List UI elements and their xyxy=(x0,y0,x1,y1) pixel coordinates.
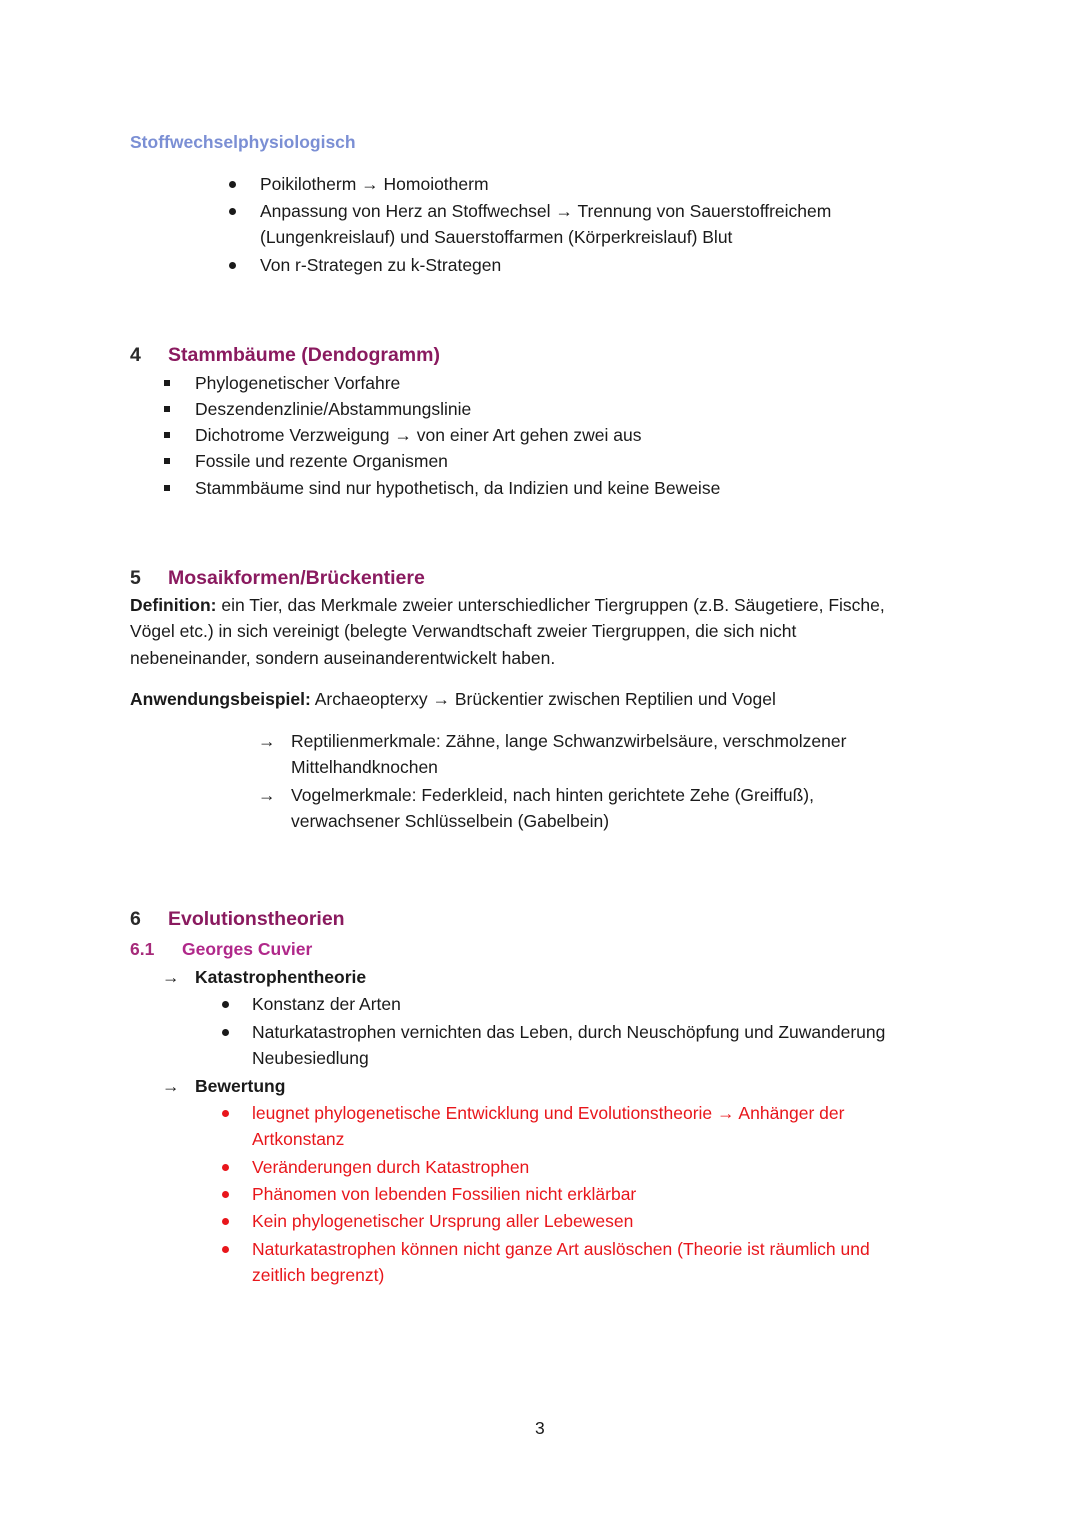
section4-item: Phylogenetischer Vorfahre xyxy=(195,373,401,393)
square-bullet xyxy=(164,432,170,438)
evaluation-item-continued: zeitlich begrenzt) xyxy=(252,1265,385,1285)
definition-label: Definition: xyxy=(130,595,217,615)
section-title: Mosaikformen/Brückentiere xyxy=(168,567,425,589)
square-bullet xyxy=(164,406,170,412)
example-label: Anwendungsbeispiel: xyxy=(130,689,311,709)
bullet-dot xyxy=(222,1218,229,1225)
example-text: Archaeopterxy → Brückentier zwischen Reptilien und Vogel xyxy=(310,689,776,709)
section-title: Stammbäume (Dendogramm) xyxy=(168,344,440,366)
evaluation-item: leugnet phylogenetische Entwicklung und Evolutionstheorie → Anhänger der xyxy=(252,1103,845,1123)
theory-item: Konstanz der Arten xyxy=(252,994,401,1014)
feature-item-continued: verwachsener Schlüsselbein (Gabelbein) xyxy=(291,811,610,831)
bullet-dot xyxy=(222,1110,229,1117)
section4-item: Stammbäume sind nur hypothetisch, da Indizien und keine Beweise xyxy=(195,478,721,498)
section-title: Evolutionstheorien xyxy=(168,908,345,930)
bullet-dot xyxy=(222,1246,229,1253)
stoffwechsel-item: Anpassung von Herz an Stoffwechsel → Trennung von Sauerstoffreichem xyxy=(260,201,832,221)
example-line xyxy=(130,686,776,712)
section4-item: Deszendenzlinie/Abstammungslinie xyxy=(195,399,472,419)
evaluation-item: Phänomen von lebenden Fossilien nicht erklärbar xyxy=(252,1184,637,1204)
definition-line xyxy=(130,592,885,618)
feature-item: Vogelmerkmale: Federkleid, nach hinten gerichtete Zehe (Greiffuß), xyxy=(291,785,814,805)
bullet-dot xyxy=(222,1191,229,1198)
stoffwechsel-item: Poikilotherm → Homoiotherm xyxy=(260,174,489,194)
page-number: 3 xyxy=(535,1418,545,1438)
feature-item-continued: Mittelhandknochen xyxy=(291,757,438,777)
subsection-number: 6.1 xyxy=(130,939,155,959)
arrow-icon: → xyxy=(258,731,276,751)
evaluation-item: Naturkatastrophen können nicht ganze Art auslöschen (Theorie ist räumlich und xyxy=(252,1239,870,1259)
theory-label: Katastrophentheorie xyxy=(195,967,367,987)
stoffwechsel-item: Von r-Strategen zu k-Strategen xyxy=(260,255,502,275)
square-bullet xyxy=(164,458,170,464)
evaluation-item: Kein phylogenetischer Ursprung aller Lebewesen xyxy=(252,1211,634,1231)
bullet-dot xyxy=(229,181,236,188)
square-bullet xyxy=(164,380,170,386)
definition-line: nebeneinander, sondern auseinanderentwickelt haben. xyxy=(130,648,556,668)
bullet-dot xyxy=(229,262,236,269)
evaluation-item: Veränderungen durch Katastrophen xyxy=(252,1157,530,1177)
section4-item: Fossile und rezente Organismen xyxy=(195,451,448,471)
arrow-icon: → xyxy=(258,785,276,805)
evaluation-item-continued: Artkonstanz xyxy=(252,1129,345,1149)
section-number: 4 xyxy=(130,344,141,366)
theory-item-continued: Neubesiedlung xyxy=(252,1048,369,1068)
bullet-dot xyxy=(229,208,236,215)
arrow-icon: → xyxy=(162,967,180,987)
subsection-title: Georges Cuvier xyxy=(182,939,313,959)
square-bullet xyxy=(164,485,170,491)
theory-item: Naturkatastrophen vernichten das Leben, durch Neuschöpfung und Zuwanderung xyxy=(252,1022,886,1042)
section-number: 5 xyxy=(130,567,141,589)
section-number: 6 xyxy=(130,908,141,930)
bullet-dot xyxy=(222,1029,229,1036)
arrow-icon: → xyxy=(162,1076,180,1096)
evaluation-label: Bewertung xyxy=(195,1076,286,1096)
bullet-dot xyxy=(222,1164,229,1171)
stoffwechsel-heading: Stoffwechselphysiologisch xyxy=(130,132,356,152)
section4-item: Dichotrome Verzweigung → von einer Art gehen zwei aus xyxy=(195,425,642,445)
definition-line: Vögel etc.) in sich vereinigt (belegte Verwandtschaft zweier Tiergruppen, die sich nicht xyxy=(130,621,797,641)
definition-text: ein Tier, das Merkmale zweier unterschiedlicher Tiergruppen (z.B. Säugetiere, Fische, xyxy=(216,595,885,615)
bullet-dot xyxy=(222,1001,229,1008)
feature-item: Reptilienmerkmale: Zähne, lange Schwanzwirbelsäure, verschmolzener xyxy=(291,731,847,751)
stoffwechsel-item-continued: (Lungenkreislauf) und Sauerstoffarmen (Körperkreislauf) Blut xyxy=(260,227,733,247)
